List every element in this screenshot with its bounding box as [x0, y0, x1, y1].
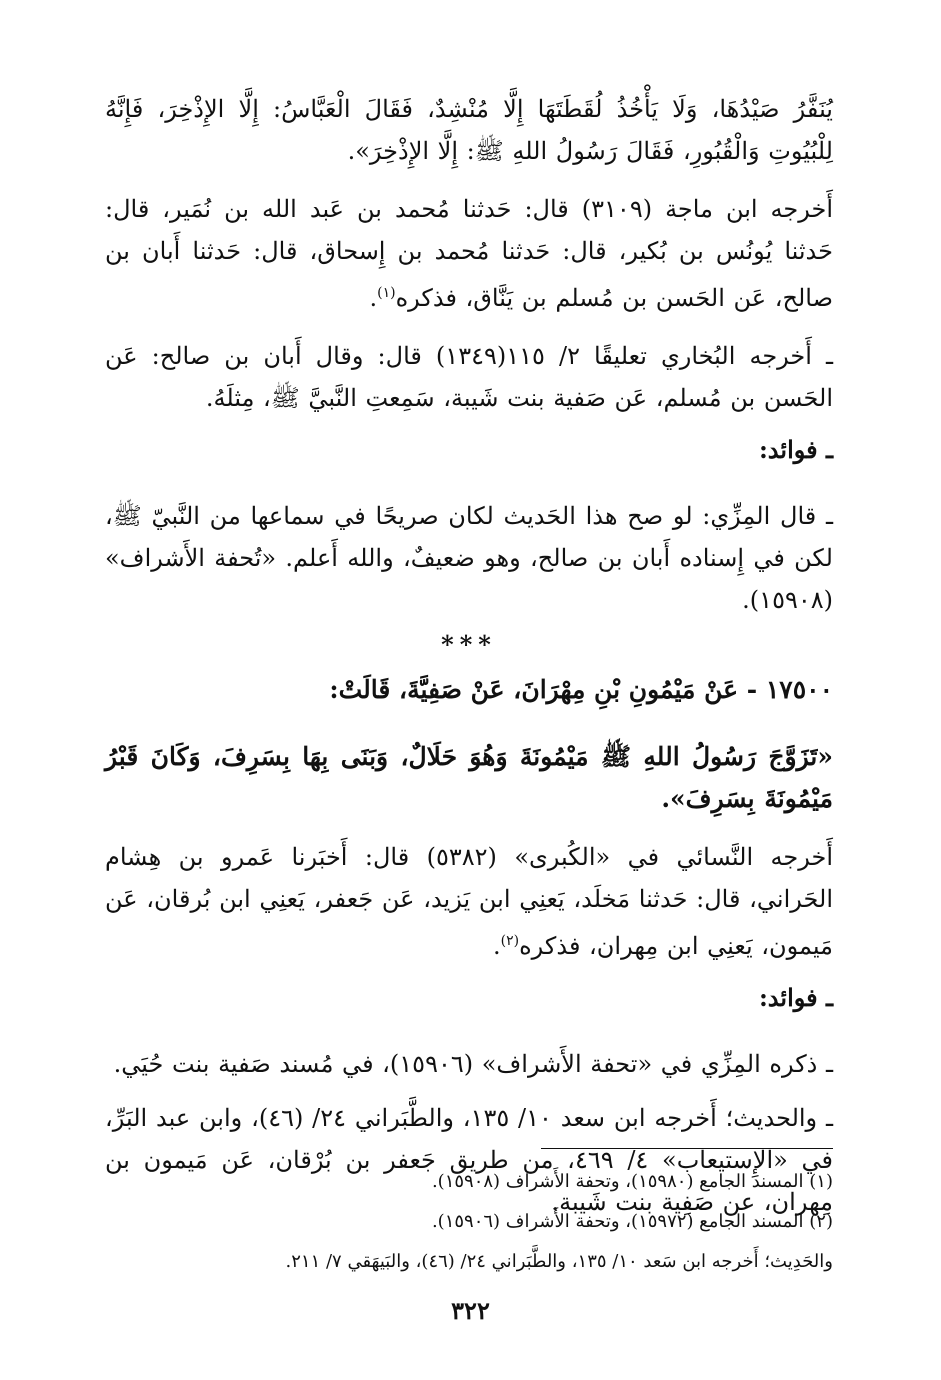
takhrij-nasai-end: . [493, 932, 501, 960]
fawaid-tuhfa: ـ ذكره المِزِّي في «تحفة الأَشراف» (١٥٩٠٦)، في مُسند صَفية بنت حُيَي. [113, 1050, 833, 1078]
takhrij-ibn-majah [105, 188, 833, 319]
footnote-3: والحَدِيث؛ أَخرجه ابن سَعد ١٠/ ١٣٥، والطَّبَراني ٢٤/ (٤٦)، والبَيهَقي ٧/ ٢١١. [285, 1251, 833, 1272]
fawaid-heading-1: ـ فوائد: [758, 435, 833, 464]
footnote-ref-2[interactable]: (٢) [500, 933, 520, 949]
page-number: ٣٢٢ [451, 1296, 490, 1325]
footnote-2: (٢) المسند الجامع (١٥٩٧٢)، وتحفة الأَشراف (١٥٩٠٦). [431, 1211, 833, 1232]
fawaid-mizzi: ـ قال المِزِّي: لو صح هذا الحَديث لكان صريحًا في سماعها من النَّبيّ ﷺ، لكن في إِسناده أَبان بن صالح، وهو ضعيفٌ، والله أَعلم. «تُحفة الأَشراف» (١٥٩٠٨). [105, 502, 833, 614]
takhrij-nasai [105, 836, 833, 967]
takhrij-ibn-majah-end: . [369, 284, 378, 312]
hadith-continuation: يُنَفَّرُ صَيْدُهَا، وَلَا يَأْخُذُ لُقَطَتَهَا إِلَّا مُنْشِدٌ، فَقَالَ الْعَبَّاسُ: إِلَّا الإِذْخِرَ، فَإِنَّهُ لِلْبُيُوتِ وَالْقُبُورِ، فَقَالَ رَسُولُ اللهِ ﷺ: إِلَّا الإِذْخِرَ». [105, 95, 833, 165]
hadith-matn: «تَزَوَّجَ رَسُولُ اللهِ ﷺ مَيْمُونَةَ وَهُوَ حَلَالٌ، وَبَنَى بِهَا بِسَرِفَ، وَكَانَ قَبْرُ مَيْمُونَةَ بِسَرِفَ». [105, 742, 833, 813]
footnotes [105, 1162, 833, 1282]
fawaid-heading-2: ـ فوائد: [758, 983, 833, 1012]
footnote-1: (١) المسند الجامع (١٥٩٨٠)، وتحفة الأَشراف (١٥٩٠٨). [431, 1171, 833, 1192]
main-text [105, 88, 833, 1223]
hadith-number-isnad: ١٧٥٠٠ - عَنْ مَيْمُونِ بْنِ مِهْرَانَ، عَنْ صَفِيَّةَ، قَالَتْ: [329, 675, 833, 704]
footnote-ref-1[interactable]: (١) [377, 285, 396, 301]
takhrij-bukhari: ـ أَخرجه البُخاري تعليقًا ٢/ ١١٥(١٣٤٩) قال: وقال أَبان بن صالح: عَن الحَسن بن مُسلم، عَن صَفية بنت شَيبة، سَمِعتِ النَّبيَّ ﷺ، مِثلَهُ. [105, 342, 833, 412]
footnote-separator [541, 1148, 833, 1149]
takhrij-ibn-majah-text: أَخرجه ابن ماجة (٣١٠٩) قال: حَدثنا مُحمد بن عَبد الله بن نُمَير، قال: حَدثنا يُونُس بن بُكير، قال: حَدثنا مُحمد بن إِسحاق، قال: حَدثنا أَبان بن صالح، عَن الحَسن بن مُسلم بن يَنَّاق، فذكره [105, 195, 834, 312]
fawaid-hadith-sources: ـ والحديث؛ أَخرجه ابن سعد ١٠/ ١٣٥، والطَّبَراني ٢٤/ (٤٦)، وابن عبد البَرِّ، في «الإِستيعاب» ٤/ ٤٦٩، من طريق جَعفر بن بُرْقان، عَن مَيمون بن مِهران، عن صَفِية بنت شَيبة. [105, 1104, 833, 1216]
section-separator: *** [441, 630, 497, 659]
takhrij-nasai-text: أَخرجه النَّسائي في «الكُبرى» (٥٣٨٢) قال: أَخبَرنا عَمرو بن هِشام الحَراني، قال: حَدثنا مَخلَد، يَعنِي ابن يَزيد، عَن جَعفر، يَعنِي ابن بُرقان، عَن مَيمون، يَعنِي ابن مِهران، فذكره [105, 843, 833, 960]
